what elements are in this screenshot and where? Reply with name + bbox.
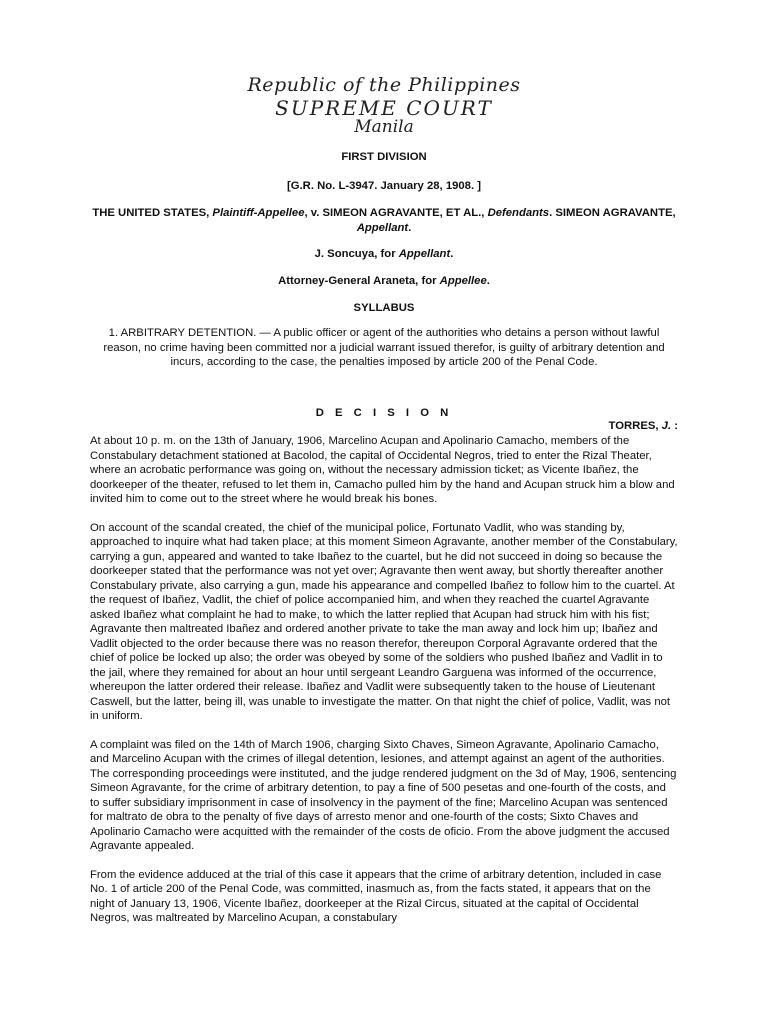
plaintiff-name: THE UNITED STATES,	[92, 207, 210, 219]
case-parties	[90, 206, 678, 235]
decision-paragraph-4: From the evidence adduced at the trial of this case it appears that the crime of arbitrary detention, included in case No. 1 of article 200 of the Penal Code, was committed, inasmuch as, from the facts stated, it appears that on the night of January 13, 1906, Vicente Ibañez, doorkeeper at the Rizal Circus, situated at the capital of Occidental Negros, was maltreated by Marcelino Acupan, a constabulary	[90, 868, 662, 924]
counsel-appellee-prefix: Attorney-General Araneta, for	[278, 275, 437, 287]
defendants-role: Defendants	[487, 207, 550, 219]
ponente-colon: :	[674, 420, 678, 432]
decision-paragraph-2: On account of the scandal created, the chief of the municipal police, Fortunato Vadlit, who was standing by, approached to inquire what had taken place; at this moment Simeon Agravante, another member of the Constabulary, carrying a gun, appeared and wanted to take Ibañez to the cuartel, but he did not succeed in doing so because the doorkeeper stated that the performance was not yet over; Agravante then went away, but shortly thereafter another Constabulary private, also carrying a gun, made his appearance and compelled Ibañez to follow him to the cuartel. At the request of Ibañez, Vadlit, the chief of police accompanied him, and when they reached the cuartel Agravante asked Ibañez what complaint he had to make, to which the latter replied that Acupan had struck him with his fist; Agravante then maltreated Ibañez and ordered another private to take the man away and lock him up; Ibañez and Vadlit objected to the order because there was no reason therefor, thereupon Corporal Agravante ordered that the chief of police be locked up also; the order was obeyed by some of the soldiers who pushed Ibañez and Vadlit in to the jail, where they remained for about an hour until sergeant Leandro Garguena was informed of the occurrence, whereupon the latter ordered their release. Ibañez and Vadlit were subsequently taken to the house of Lieutenant Caswell, but the latter, being ill, was unable to investigate the matter. On that night the chief of police, Vadlit, was not in uniform.	[90, 521, 678, 722]
counsel-appellee	[90, 274, 678, 289]
ponente-name: TORRES,	[608, 420, 659, 432]
counsel-appellant-role: Appellant	[398, 248, 451, 260]
counsel-appellant	[90, 247, 678, 262]
syllabus-heading: SYLLABUS	[353, 302, 415, 314]
versus-defendants: , v. SIMEON AGRAVANTE, ET AL.,	[304, 207, 485, 219]
counsel-appellant-end: .	[450, 248, 454, 260]
decision-body	[90, 434, 678, 940]
masthead-court: SUPREME COURT	[275, 96, 493, 120]
parties-end: .	[408, 221, 412, 234]
appellant-name: . SIMEON AGRAVANTE,	[549, 207, 676, 219]
counsel-appellee-role: Appellee	[439, 275, 487, 287]
counsel-appellant-prefix: J. Soncuya, for	[314, 248, 396, 260]
decision-paragraph-1: At about 10 p. m. on the 13th of January, 1906, Marcelino Acupan and Apolinario Camacho, members of the Constabulary detachment stationed at Bacolod, the capital of Occidental Negros, tried to enter the Rizal Theater, where an acrobatic performance was going on, without the necessary admission ticket; as Vicente Ibañez, the doorkeeper of the theater, refused to let them in, Camacho pulled him by the hand and Acupan struck him a blow and invited him to come out to the street where he would break his bones.	[90, 435, 675, 505]
masthead-republic: Republic of the Philippines	[247, 74, 521, 96]
case-number: [G.R. No. L-3947. January 28, 1908. ]	[286, 180, 481, 192]
decision-paragraph-3: A complaint was filed on the 14th of March 1906, charging Sixto Chaves, Simeon Agravante, Apolinario Camacho, and Marcelino Acupan with the crimes of illegal detention, lesiones, and attempt against an agent of the authorities. The corresponding proceedings were instituted, and the judge rendered judgment on the 3d of May, 1906, sentencing Simeon Agravante, for the crime of arbitrary detention, to pay a fine of 500 pesetas and one-fourth of the costs, and to suffer subsidiary imprisonment in case of insolvency in the payment of the fine; Marcelino Acupan was sentenced for maltrato de obra to the penalty of five days of arresto menor and one-fourth of the costs; Sixto Chaves and Apolinario Camacho were acquitted with the remainder of the costs de oficio. From the above judgment the accused Agravante appealed.	[90, 738, 677, 852]
ponente-suffix: J.	[661, 420, 672, 432]
ponente	[609, 420, 678, 432]
division-heading: FIRST DIVISION	[341, 151, 427, 163]
syllabus-text: 1. ARBITRARY DETENTION. — A public officer or agent of the authorities who detains a person without lawful reason, no crime having been committed nor a judicial warrant issued therefor, is guilty of arbitrary detention and incurs, according to the case, the penalties imposed by article 200 of the Penal Code.	[103, 327, 665, 368]
counsel-appellee-end: .	[486, 275, 490, 287]
appellant-role: Appellant	[356, 221, 409, 234]
masthead-city: Manila	[354, 117, 414, 137]
plaintiff-role: Plaintiff-Appellee	[212, 207, 305, 219]
decision-heading: D E C I S I O N	[315, 407, 453, 419]
